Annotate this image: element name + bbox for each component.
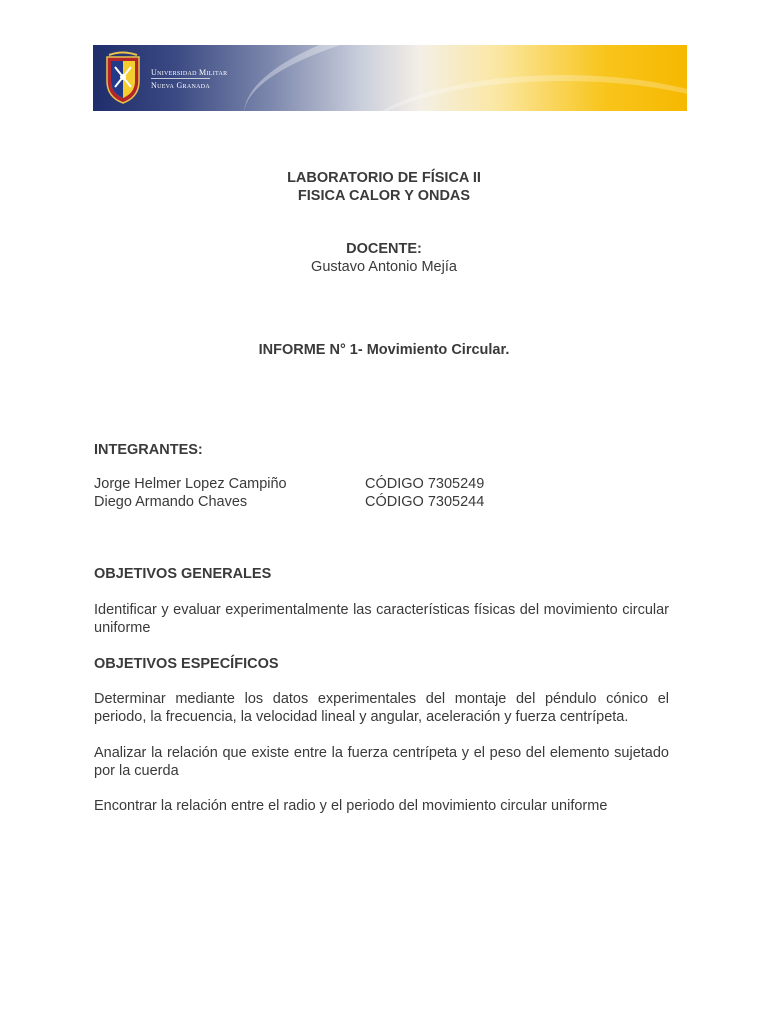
general-objectives-heading: OBJETIVOS GENERALES (94, 566, 272, 582)
specific-objective-item: Encontrar la relación entre el radio y el periodo del movimiento circular uniforme (94, 798, 608, 814)
teacher-label: DOCENTE: (346, 241, 422, 257)
specific-objective-item: Analizar la relación que existe entre la fuerza centrípeta y el peso del elemento sujetado por la cuerda (94, 745, 669, 779)
member-row (94, 476, 669, 494)
university-name (151, 67, 227, 91)
report-title: INFORME N° 1- Movimiento Circular. (258, 342, 510, 358)
teacher-name: Gustavo Antonio Mejía (311, 259, 457, 275)
header-banner (93, 45, 687, 111)
member-code: CÓDIGO 7305244 (365, 494, 485, 510)
member-row (94, 494, 669, 512)
specific-objective-item: Determinar mediante los datos experimentales del montaje del péndulo cónico el periodo, la frecuencia, la velocidad lineal y angular, aceleración y fuerza centrípeta. (94, 691, 669, 725)
members-heading: INTEGRANTES: (94, 442, 203, 458)
title-line-1: LABORATORIO DE FÍSICA II (287, 170, 481, 186)
member-name: Jorge Helmer Lopez Campiño (94, 476, 287, 492)
university-crest-icon (105, 51, 141, 105)
general-objectives-text: Identificar y evaluar experimentalmente las características físicas del movimiento circular uniforme (94, 602, 669, 636)
teacher-block (0, 240, 768, 276)
member-name: Diego Armando Chaves (94, 494, 248, 510)
university-name-line1: Universidad Militar (151, 68, 228, 77)
document-title (0, 169, 768, 205)
specific-objectives-heading: OBJETIVOS ESPECÍFICOS (94, 656, 279, 672)
title-line-2: FISICA CALOR Y ONDAS (297, 188, 471, 204)
university-name-line2: Nueva Granada (151, 78, 210, 91)
member-code: CÓDIGO 7305249 (365, 476, 485, 492)
